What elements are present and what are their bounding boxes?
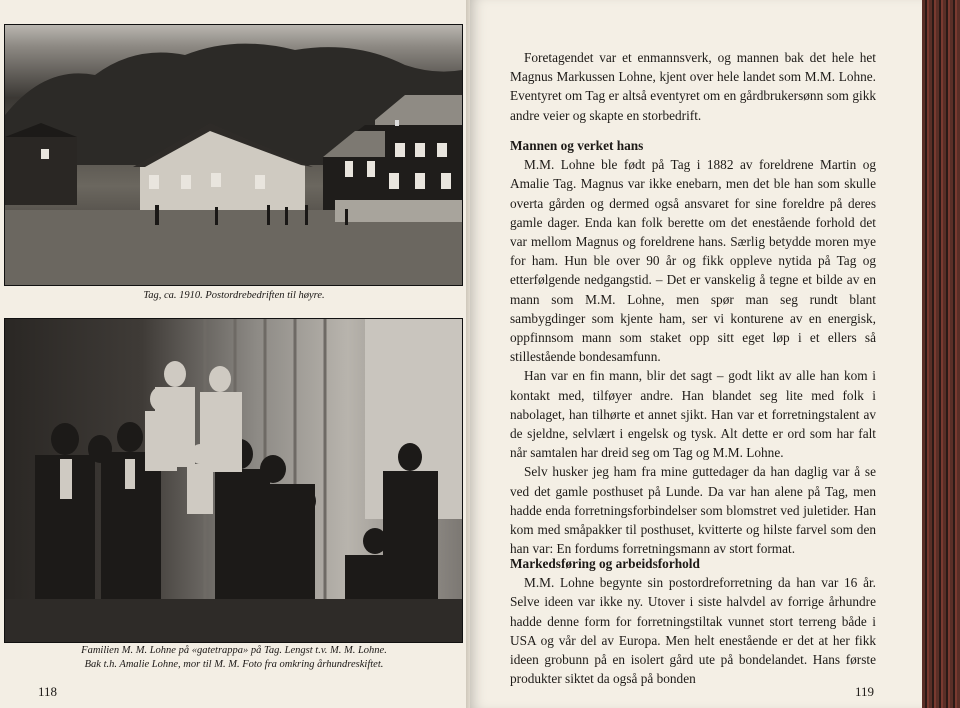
photo2-caption: [0, 644, 468, 672]
photo2-caption-line1: Familien M. M. Lohne på «gatetrappa» på Tag. Lengst t.v. M. M. Lohne.: [81, 645, 387, 656]
family-photo-illustration: [5, 319, 462, 642]
left-page: [0, 0, 468, 708]
photo1-caption: Tag, ca. 1910. Postordrebedriften til høyre.: [143, 290, 325, 301]
farm-photo-illustration: [5, 25, 462, 285]
right-page-number: 119: [854, 684, 874, 699]
section2-block: [510, 554, 876, 688]
left-page-number: 118: [38, 684, 58, 699]
family-photo: [4, 318, 463, 643]
section1-paragraph1: M.M. Lohne ble født på Tag i 1882 av foreldrene Martin og Amalie Tag. Magnus var ikke enebarn, men det ble han som skulle overta gården og dermed også ansvaret for sine foreldre på deres gamle dager. Enda kan folk berette om det enestående forhold det var mellom Magnus og foreldrene hans. Særlig betydde moren mye for ham. Hun ble over 90 år og fikk oppleve nytida på Tag og etterfølgende nedgangstid. – Det er vanskelig å tegne et bilde av en mann som M.M. Lohne, men spør man seg rundt blant sambygdinger som kjente ham, ser vi konturene av en energisk, oppfinnsom mann som staket opp sitt eget løp i et ellers så stillestående bondesamfunn.: [510, 157, 876, 365]
section1-paragraph2: Han var en fin mann, blir det sagt – godt likt av alle han kom i kontakt med, tilføyer andre. Han blandet seg lite med folk i nabolaget, han tilhørte et annet sjikt. Han var et forretningstalent av de sjeldne, selvlært i engelsk og tysk. Alt dette er ord som har falt når samtalen har dreid seg om Tag og M.M. Lohne.: [510, 368, 876, 461]
section1-paragraph3: Selv husker jeg ham fra mine guttedager da han daglig var å se ved det gamle posthuset på Lunde. Da var han alene på Tag, men hadde enda forretningsforbindelser som blomstret ved juletider. Han kom med småpakker til posthuset, kvitterte og hilste farvel som den han var: En fordums forretningsmann av stort format.: [510, 464, 876, 557]
intro-paragraph: Foretagendet var et enmannsverk, og mannen bak det hele het Magnus Markussen Lohne, kjent over hele landet som M.M. Lohne. Eventyret om Tag er altså eventyret om en gårdbrukersønn som gikk andre veier og skapte en storbedrift.: [510, 50, 876, 123]
intro-block: [510, 48, 876, 125]
page-edge: [922, 0, 960, 708]
section2-paragraph1: M.M. Lohne begynte sin postordreforretning da han var 16 år. Selve ideen var ikke ny. Utover i siste halvdel av forrige århundre hadde denne form for forretningstiltak vunnet stort terreng både i USA og vår del av Europa. Men helt enestående er det at her fikk ideen grobunn på en isolert gård ute på bondelandet. Hans første produkter siktet da også på bonden: [510, 575, 876, 687]
photo2-caption-line2: Bak t.h. Amalie Lohne, mor til M. M. Foto fra omkring århundreskiftet.: [84, 659, 384, 670]
right-page: [470, 0, 922, 708]
section1-heading: Mannen og verket hans: [510, 138, 644, 153]
section1-block: [510, 136, 876, 558]
section2-heading: Markedsføring og arbeidsforhold: [510, 556, 700, 571]
farm-photo: [4, 24, 463, 286]
